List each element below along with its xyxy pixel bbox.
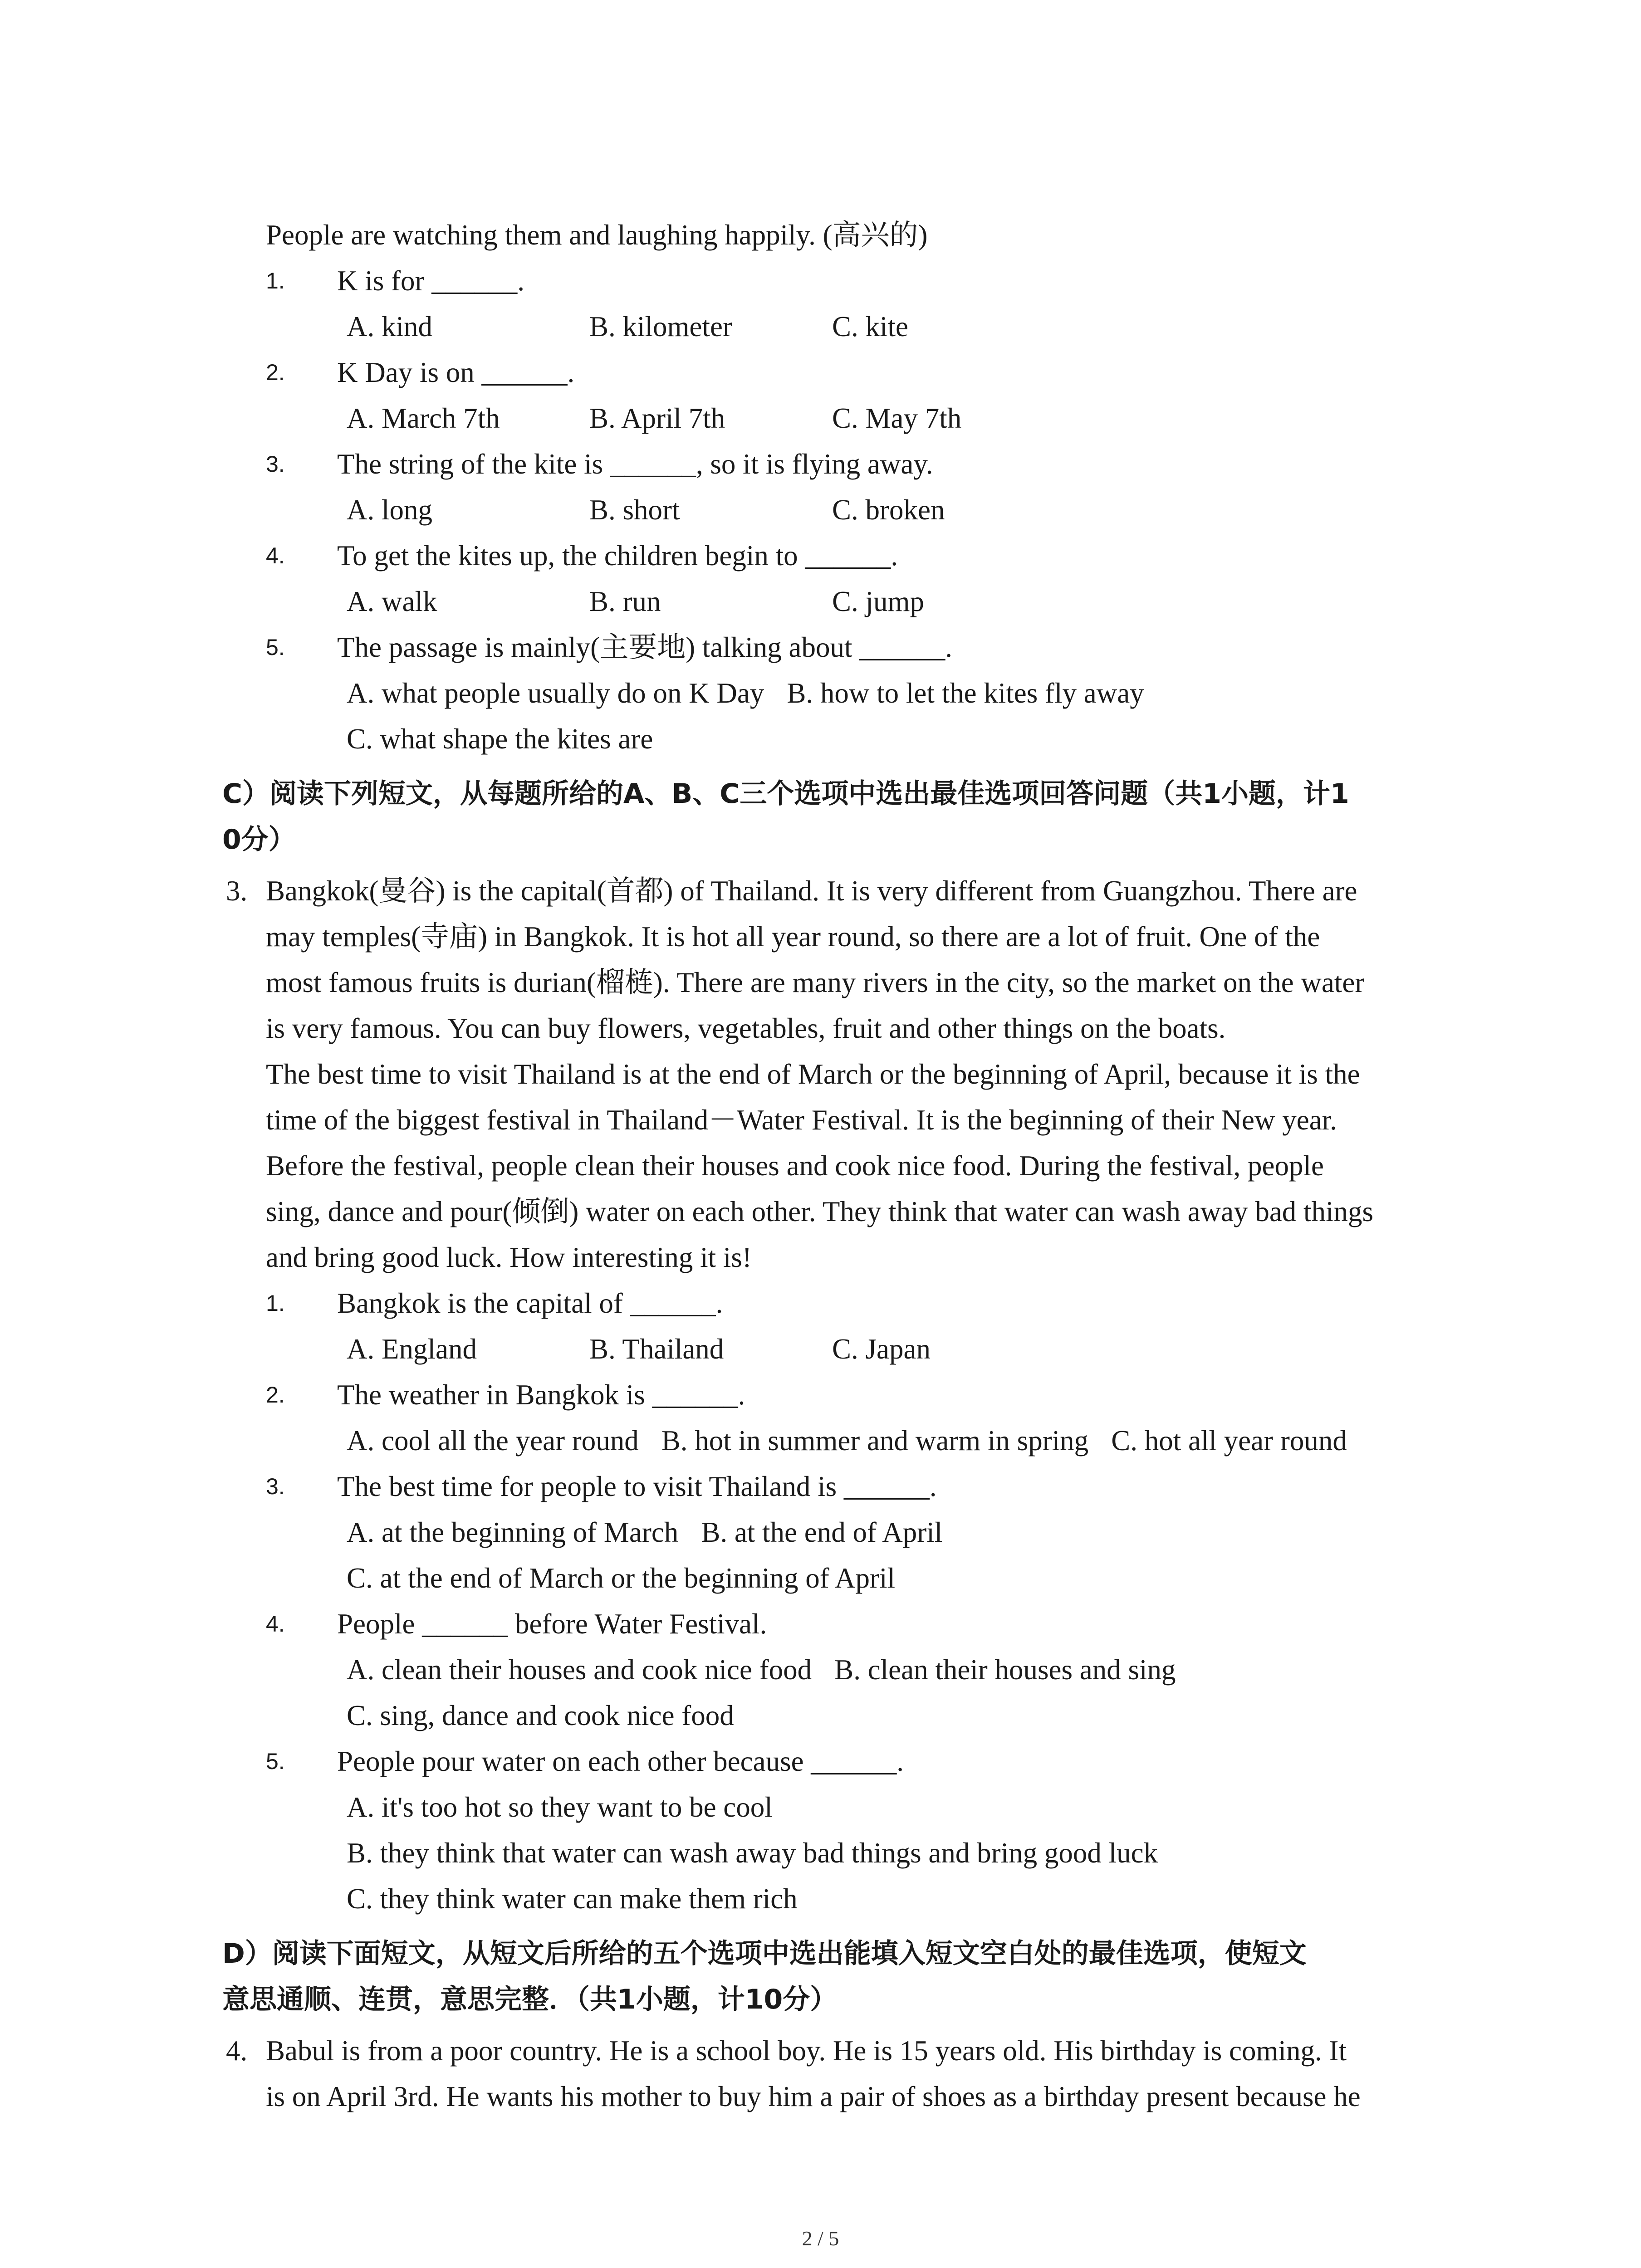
section-c-heading [222,771,1465,863]
question-c2 [222,1372,1465,1418]
passage-line: The best time to visit Thailand is at the end of March or the beginning of April, because it is the [266,1058,1360,1090]
question-stem: K is for ______. [337,265,524,297]
option-b: B. kilometer [589,311,732,342]
option-c: C. what shape the kites are [347,723,653,755]
passage-line: sing, dance and pour(倾倒) water on each other. They think that water can wash away bad things [266,1196,1374,1227]
passage-line: Babul is from a poor country. He is a school boy. He is 15 years old. His birthday is coming. It [266,2035,1347,2067]
option-a: A. it's too hot so they want to be cool [347,1791,773,1823]
passage-line: is on April 3rd. He wants his mother to buy him a pair of shoes as a birthday present because he [266,2081,1361,2112]
question-b3 [222,441,1465,487]
option-b: B. how to let the kites fly away [787,677,1144,709]
page-content [222,212,1465,2120]
passage-line: time of the biggest festival in Thailand－Water Festival. It is the beginning of their New year. [266,1104,1337,1136]
options-c3-row1 [222,1510,1465,1555]
question-stem: People pour water on each other because ______. [337,1745,904,1777]
option-c: C. kite [832,311,908,342]
option-b: B. they think that water can wash away bad things and bring good luck [347,1837,1158,1869]
passage-line: Before the festival, people clean their houses and cook nice food. During the festival, people [266,1150,1324,1182]
question-b2 [222,350,1465,396]
question-number: 5. [266,1749,285,1774]
option-c: C. Japan [832,1333,931,1365]
option-c: C. they think water can make them rich [347,1883,798,1915]
options-b5-row2 [222,716,1465,762]
options-b3 [222,487,1465,533]
passage-last-line: People are watching them and laughing happily. (高兴的) [266,219,928,251]
question-c3 [222,1464,1465,1510]
option-a: A. at the beginning of March [347,1516,679,1548]
option-b: B. short [589,494,680,526]
section-heading-line: D）阅读下面短文，从短文后所给的五个选项中选出能填入短文空白处的最佳选项，使短文 [222,1938,1307,1970]
option-c: C. broken [832,494,945,526]
question-c1 [222,1281,1465,1326]
question-number: 5. [266,635,285,660]
question-number: 1. [266,1290,285,1316]
option-a: A. clean their houses and cook nice food [347,1654,812,1686]
option-c: C. at the end of March or the beginning of April [347,1562,895,1594]
options-b1 [222,304,1465,350]
question-stem: Bangkok is the capital of ______. [337,1287,723,1319]
section-heading-line: C）阅读下列短文，从每题所给的A、B、C三个选项中选出最佳选项回答问题（共1小题，计1 [222,778,1349,810]
question-number: 3. [266,1474,285,1499]
page-indicator: 2 / 5 [802,2227,839,2250]
passage-c [222,868,1465,1281]
option-a: A. cool all the year round [347,1425,639,1457]
question-b4 [222,533,1465,579]
passage-number: 3. [226,875,248,907]
section-heading-line: 意思通顺、连贯，意思完整．（共1小题，计10分） [222,1984,838,2015]
option-a-row [222,1784,1465,1830]
question-number: 2. [266,360,285,385]
question-stem: People ______ before Water Festival. [337,1608,767,1640]
option-c: C. jump [832,586,925,617]
option-a: A. England [347,1333,477,1365]
option-c: C. May 7th [832,402,962,434]
question-number: 4. [266,543,285,568]
option-b: B. run [589,586,661,617]
passage-line: most famous fruits is durian(榴梿). There are many rivers in the city, so the market on the water [266,967,1365,998]
option-b: B. clean their houses and sing [834,1654,1176,1686]
option-c-row [222,1876,1465,1922]
options-b4 [222,579,1465,625]
options-c1 [222,1326,1465,1372]
question-stem: The weather in Bangkok is ______. [337,1379,745,1411]
question-c5 [222,1739,1465,1784]
passage-number: 4. [226,2035,248,2067]
passage-line: Bangkok(曼谷) is the capital(首都) of Thailand. It is very different from Guangzhou. There are [266,875,1357,907]
option-b-row [222,1830,1465,1876]
option-b: B. at the end of April [701,1516,943,1548]
options-c3-row2 [222,1555,1465,1601]
question-b1 [222,258,1465,304]
option-c: C. sing, dance and cook nice food [347,1700,734,1731]
options-c4-row1 [222,1647,1465,1693]
option-a: A. kind [347,311,432,342]
question-stem: The passage is mainly(主要地) talking about ______. [337,631,953,663]
question-number: 4. [266,1611,285,1637]
option-a: A. what people usually do on K Day [347,677,764,709]
passage-line: and bring good luck. How interesting it is! [266,1242,752,1273]
question-number: 3. [266,451,285,477]
options-b5-row1 [222,670,1465,716]
passage-d [222,2028,1465,2120]
option-b: B. Thailand [589,1333,724,1365]
option-a: A. long [347,494,432,526]
options-c2 [222,1418,1465,1464]
option-b: B. April 7th [589,402,725,434]
question-c4 [222,1601,1465,1647]
option-c: C. hot all year round [1111,1425,1347,1457]
question-stem: The best time for people to visit Thailand is ______. [337,1471,937,1502]
question-stem: The string of the kite is ______, so it is flying away. [337,448,933,480]
option-a: A. walk [347,586,437,617]
question-stem: K Day is on ______. [337,357,575,388]
passage-line: is very famous. You can buy flowers, vegetables, fruit and other things on the boats. [266,1012,1226,1044]
question-b5 [222,625,1465,670]
options-b2 [222,396,1465,441]
question-stem: To get the kites up, the children begin to ______. [337,540,898,572]
option-a: A. March 7th [347,402,500,434]
question-number: 1. [266,268,285,293]
passage-line: may temples(寺庙) in Bangkok. It is hot all year round, so there are a lot of fruit. One of the [266,921,1320,953]
section-d-heading [222,1931,1465,2023]
question-number: 2. [266,1382,285,1408]
option-b: B. hot in summer and warm in spring [661,1425,1089,1457]
options-c4-row2 [222,1693,1465,1739]
section-heading-line: 0分） [222,824,296,855]
